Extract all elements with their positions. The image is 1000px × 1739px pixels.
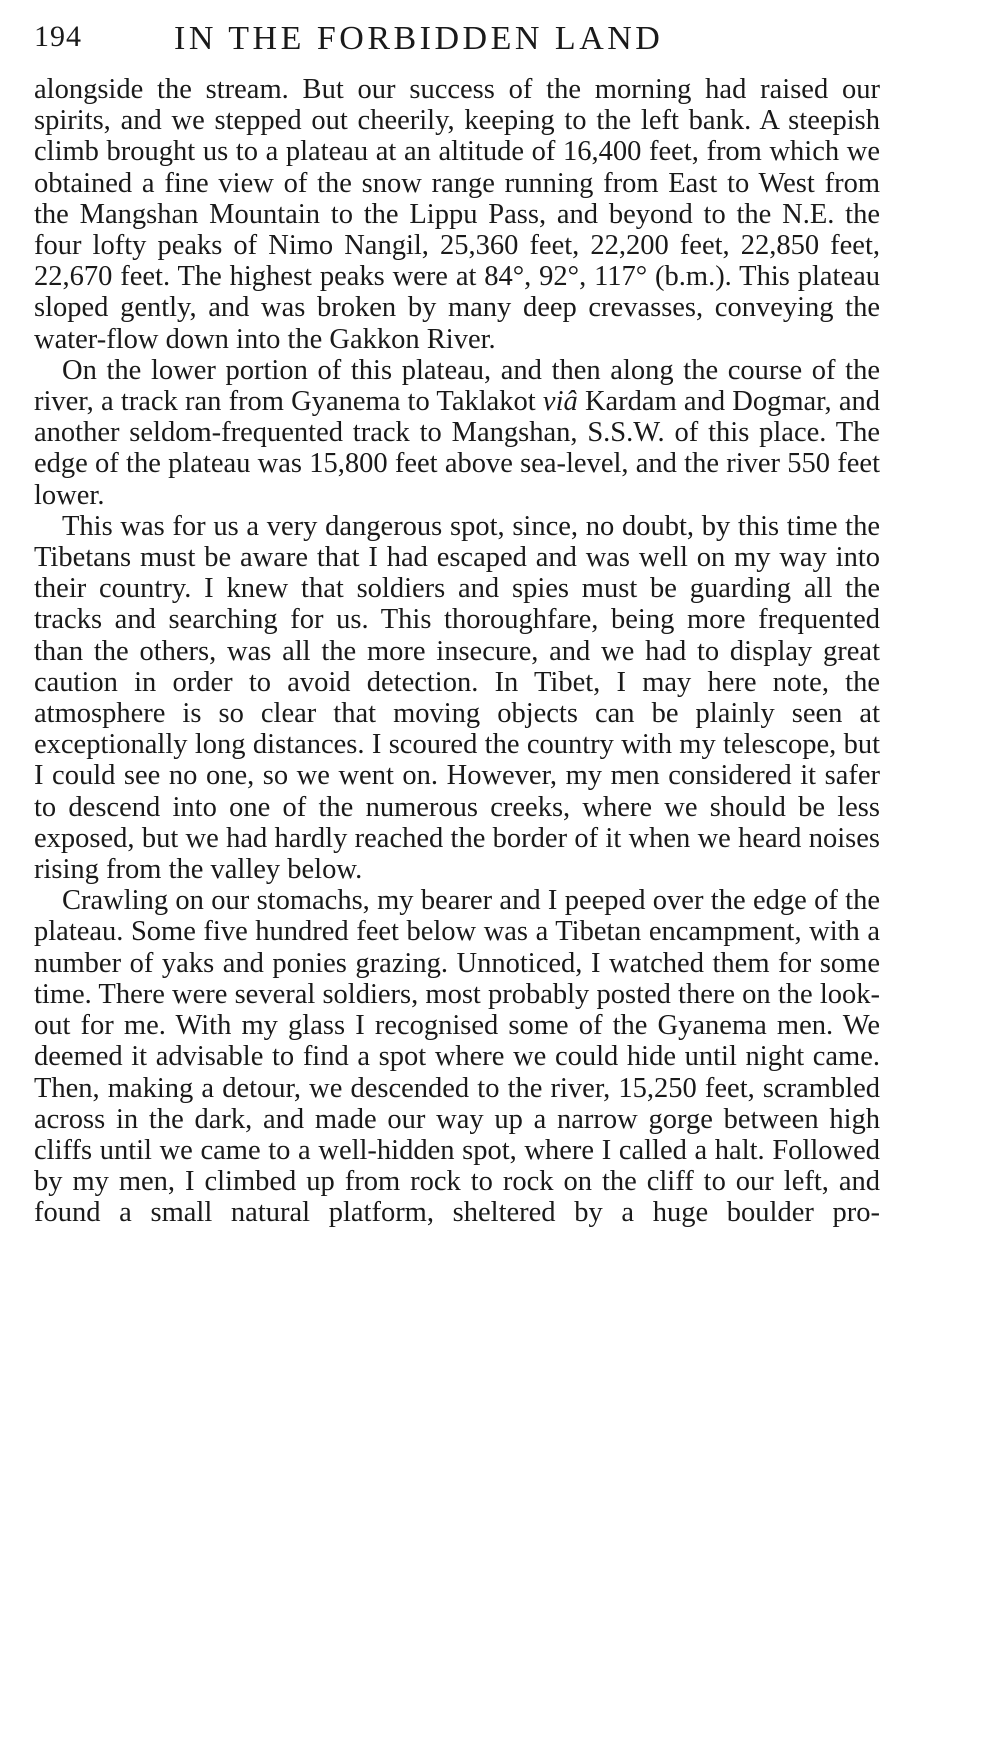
running-title: IN THE FORBIDDEN LAND [174,20,664,57]
paragraph-2 [34,355,880,511]
page-number: 194 [34,20,82,53]
paragraph-2-part-1: On the lower portion of this plateau, and then along the course of the river, a track ran from Gyanema to Taklakot [34,354,880,418]
italic-via: viâ [542,386,578,418]
page-header [34,14,880,74]
book-page [34,14,880,1229]
paragraph-1: alongside the stream. But our success of the morning had raised our spirits, and we stepped out cheerily, keeping to the left bank. A steepish climb brought us to a plateau at an altitude of 16,400 feet, from which we obtained a fine view of the snow range running from East to West from the Mangshan Mountain to the Lippu Pass, and beyond to the N.E. the four lofty peaks of Nimo Nangil, 25,360 feet, 22,200 feet, 22,850 feet, 22,670 feet. The highest peaks were at 84°, 92°, 117° (b.m.). This plateau sloped gently, and was broken by many deep crevasses, conveying the water-flow down into the Gakkon River. [34,74,880,355]
paragraph-2-part-2: Kardam and Dogmar, and another seldom-frequented track to Mangshan, S.S.W. of this place. The edge of the plateau was 15,800 feet above sea-level, and the river 550 feet lower. [34,386,881,511]
body-text [34,74,880,1229]
paragraph-3: This was for us a very dangerous spot, since, no doubt, by this time the Tibetans must be aware that I had escaped and was well on my way into their country. I knew that soldiers and spies must be guarding all the tracks and searching for us. This thoroughfare, being more frequented than the others, was all the more insecure, and we had to display great caution in order to avoid detection. In Tibet, I may here note, the atmosphere is so clear that moving objects can be plainly seen at exceptionally long distances. I scoured the country with my telescope, but I could see no one, so we went on. However, my men considered it safer to descend into one of the numerous creeks, where we should be less exposed, but we had hardly reached the border of it when we heard noises rising from the valley below. [34,510,880,886]
paragraph-4: Crawling on our stomachs, my bearer and I peeped over the edge of the plateau. Some five hundred feet below was a Tibetan encampment, with a number of yaks and ponies grazing. Unnoticed, I watched them for some time. There were several soldiers, most probably posted there on the look-out for me. With my glass I recognised some of the Gyanema men. We deemed it advisable to find a spot where we could hide until night came. Then, making a detour, we descended to the river, 15,250 feet, scrambled across in the dark, and made our way up a narrow gorge between high cliffs until we came to a well-hidden spot, where I called a halt. Followed by my men, I climbed up from rock to rock on the cliff to our left, and found a small natural platform, sheltered by a huge boulder pro- [34,885,880,1229]
